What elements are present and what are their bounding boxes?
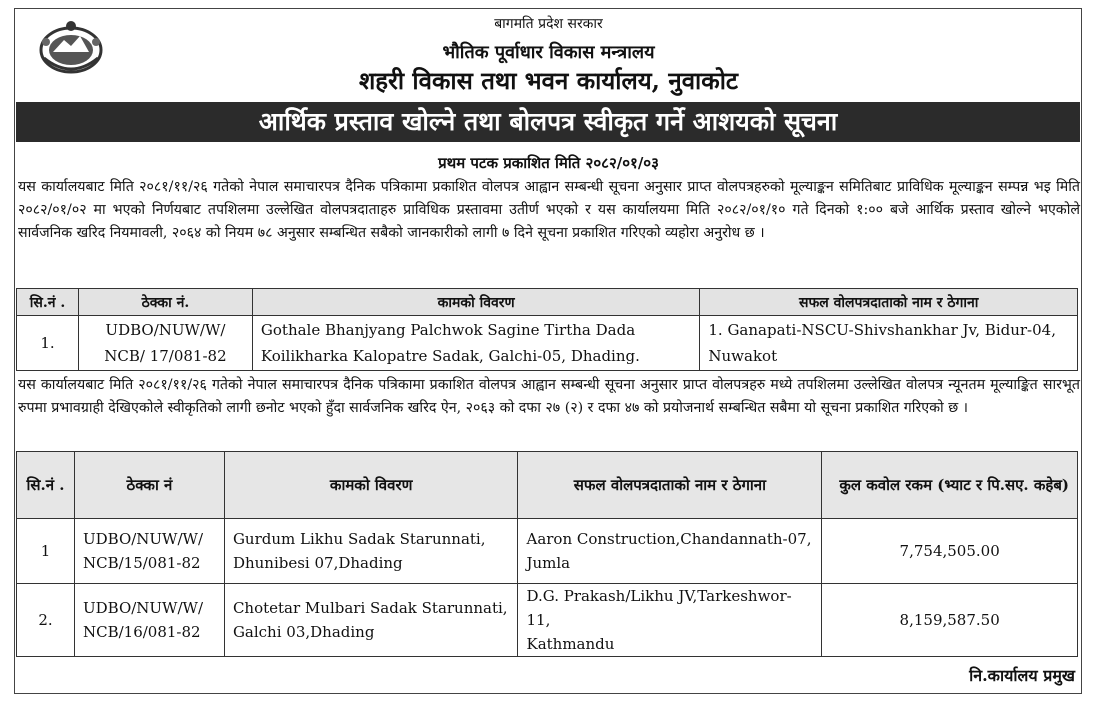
col-description: कामको विवरण: [224, 452, 518, 519]
notice-paragraph-technical: यस कार्यालयबाट मिति २०८१/११/२६ गतेको नेपाल समाचारपत्र दैनिक पत्रिकामा प्रकाशित वोलपत्र आह्वान सम्बन्धी सूचना अनुसार प्राप्त वोलपत्रहरुको मूल्याङ्कन समितिबाट प्राविधिक मूल्याङ्कन सम्पन्न भइ मिति २०८२/०१/०२ मा भएको निर्णयबाट तपशिलमा उल्लेखित वोलपत्रदाताहरु प्राविधिक प्रस्तावमा उतीर्ण भएको र यस कार्यालयमा मिति २०८२/०१/१० गते दिनको १:०० बजे आर्थिक प्रस्ताव खोल्ने भएकोले सार्वजनिक खरिद नियमावली, २०६४ को नियम ७८ अनुसार सम्बन्धित सबैको जानकारीको लागी ७ दिने सूचना प्रकाशित गरिएको व्यहोरा अनुरोध छ ।: [18, 179, 1080, 241]
col-serial: सि.नं .: [17, 289, 79, 316]
table-row: [17, 519, 1078, 584]
contract-line: NCB/ 17/081-82: [104, 347, 227, 365]
contract-line: UDBO/NUW/W/: [82, 530, 203, 548]
col-description: कामको विवरण: [252, 289, 699, 316]
col-contract-no: ठेक्का नं.: [78, 289, 252, 316]
notice-paragraph-acceptance: यस कार्यालयबाट मिति २०८१/११/२६ गतेको नेपाल समाचारपत्र दैनिक पत्रिकामा प्रकाशित वोलपत्र आह्वान सम्बन्धी सूचना अनुसार प्राप्त वोलपत्रहरु मध्ये तपशिलमा उल्लेखित वोलपत्र न्यूनतम मूल्याङ्कित सारभूत रुपमा प्रभावग्राही देखिएकोले स्वीकृतिको लागी छनोट भएको हुँदा सार्वजनिक खरिद ऐन, २०६३ को दफा २७ (२) र दफा ४७ को प्रयोजनार्थ सम्बन्धित सबैमा यो सूचना प्रकाशित गरिएको छ ।: [18, 377, 1080, 416]
office-name: शहरी विकास तथा भवन कार्यालय, नुवाकोट: [358, 66, 739, 95]
table-header-row: [17, 289, 1078, 316]
bidder-line: D.G. Prakash/Likhu JV,Tarkeshwor-11,: [526, 587, 792, 629]
cell-amount: 8,159,587.50: [822, 584, 1078, 657]
col-serial: सि.नं .: [17, 452, 75, 519]
cell-bidder: [518, 584, 822, 657]
description-line: Koilikharka Kalopatre Sadak, Galchi-05, Dhading.: [260, 347, 640, 365]
cell-contract-no: [78, 316, 252, 371]
col-amount: कुल कवोल रकम (भ्याट र पि.सए. कहेब): [822, 452, 1078, 519]
cell-contract-no: [74, 584, 224, 657]
bidder-line: 1. Ganapati-NSCU-Shivshankhar Jv, Bidur-04,: [708, 321, 1056, 339]
bidder-line: Aaron Construction,Chandannath-07,: [526, 530, 812, 548]
cell-amount: 7,754,505.00: [822, 519, 1078, 584]
cell-description: [252, 316, 699, 371]
col-bidder: सफल वोलपत्रदाताको नाम र ठेगाना: [700, 289, 1078, 316]
bid-acceptance-table: [16, 451, 1078, 657]
cell-serial: 2.: [17, 584, 75, 657]
table-row: [17, 584, 1078, 657]
cell-serial: 1.: [17, 316, 79, 371]
description-line: Chotetar Mulbari Sadak Starunnati,: [232, 599, 508, 617]
table-header-row: [17, 452, 1078, 519]
government-name: बागमति प्रदेश सरकार: [494, 16, 603, 32]
contract-line: UDBO/NUW/W/: [82, 599, 203, 617]
description-line: Galchi 03,Dhading: [232, 623, 375, 641]
notice-title: आर्थिक प्रस्ताव खोल्ने तथा बोलपत्र स्वीकृत गर्ने आशयको सूचना: [16, 102, 1080, 142]
cell-description: [224, 584, 518, 657]
col-contract-no: ठेक्का नं: [74, 452, 224, 519]
bidder-line: Nuwakot: [708, 347, 778, 365]
description-line: Gurdum Likhu Sadak Starunnati,: [232, 530, 486, 548]
cell-bidder: [518, 519, 822, 584]
technical-pass-table: [16, 288, 1078, 371]
table-row: [17, 316, 1078, 371]
bidder-line: Kathmandu: [526, 635, 615, 653]
signature-office-chief: नि.कार्यालय प्रमुख: [969, 666, 1075, 685]
cell-serial: 1: [17, 519, 75, 584]
description-line: Dhunibesi 07,Dhading: [232, 554, 403, 572]
ministry-name: भौतिक पूर्वाधार विकास मन्त्रालय: [442, 42, 655, 63]
cell-description: [224, 519, 518, 584]
bidder-line: Jumla: [526, 554, 571, 572]
contract-line: UDBO/NUW/W/: [105, 321, 226, 339]
cell-contract-no: [74, 519, 224, 584]
contract-line: NCB/15/081-82: [82, 554, 201, 572]
cell-bidder: [700, 316, 1078, 371]
contract-line: NCB/16/081-82: [82, 623, 201, 641]
published-date: प्रथम पटक प्रकाशित मिति २०८२/०१/०३: [438, 154, 659, 172]
col-bidder: सफल वोलपत्रदाताको नाम र ठेगाना: [518, 452, 822, 519]
description-line: Gothale Bhanjyang Palchwok Sagine Tirtha Dada: [260, 321, 636, 339]
